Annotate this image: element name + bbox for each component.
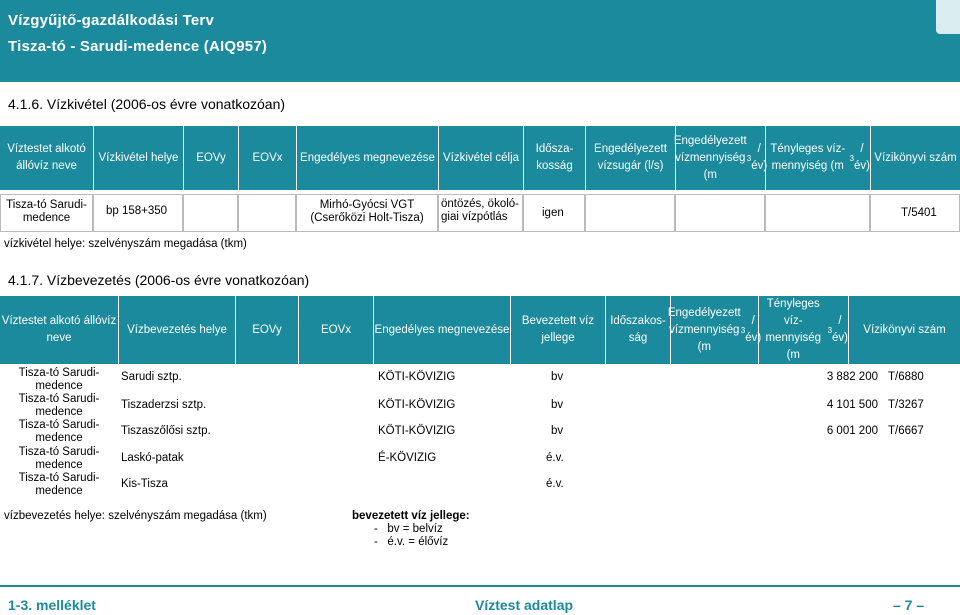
cell-register: T/6880 [888,371,924,383]
document-title: Vízgyűjtő-gazdálkodási Terv [8,12,214,29]
cell-location: Tiszaderzsi sztp. [121,399,207,411]
col-permitted-volume: Engedélyezett vízmennyiség (m 3 /év) [675,126,765,190]
col-water-body: Víztestet alkotó állóvíz neve [1,315,117,344]
col-water-type: Bevezetett víz jellege [510,296,605,364]
col-eovy: EOVy [235,296,298,364]
cell-location: Kis-Tisza [121,478,168,490]
col-location: Vízkivétel helye [93,126,183,190]
cell-permittee: KÖTI-KÖVIZIG [378,425,456,437]
cell-border [675,194,765,232]
cell-water-type: bv [551,399,564,411]
legend-item-ev: - é.v. = élővíz [374,536,449,548]
cell-water-body: Tisza-tó Sarudi-medence [18,472,100,497]
cell-periodicity: igen [542,207,564,219]
col-water-body: Víztestet alkotó állóvíz neve [7,143,86,172]
cell-permittee: KÖTI-KÖVIZIG [378,371,456,383]
cell-register: T/3267 [888,399,924,411]
cell-water-type: bv [551,371,564,383]
withdrawal-note: vízkivétel helye: szelvényszám megadása (tkm) [4,238,247,250]
document-subtitle: Tisza-tó - Sarudi-medence (AIQ957) [8,38,268,55]
discharge-table-header [0,296,960,364]
col-periodicity: Idősza-kosság [523,126,585,190]
cell-water-body: Tisza-tó Sarudi-medence [18,446,100,471]
cell-location: bp 158+350 [106,205,168,217]
col-actual-volume: Tényleges víz-mennyiség (m 3 /év) [758,296,848,364]
col-register: Vízikönyvi szám [870,126,960,190]
col-permitted-volume: Engedélyezett vízmennyiség (m 3 /év) [670,296,758,364]
section-heading-discharge: 4.1.7. Vízbevezetés (2006-os évre vonatkozóan) [8,272,310,288]
cell-water-body: Tisza-tó Sarudi-medence [6,199,87,224]
cell-water-type: é.v. [546,452,564,464]
cell-location: Tiszaszőlősi sztp. [121,425,211,437]
legend-title: bevezetett víz jellege: [352,510,470,522]
cell-register: T/6667 [888,425,924,437]
footer-page-number: – 7 – [893,597,925,613]
cell-water-type: bv [551,425,564,437]
cell-actual-volume: 6 001 200 [826,425,878,437]
section-heading-withdrawal: 4.1.6. Vízkivétel (2006-os évre vonatkozóan) [8,96,286,112]
withdrawal-table-header [0,126,960,190]
cell-permittee: KÖTI-KÖVIZIG [378,399,456,411]
col-actual-volume: Tényleges víz-mennyiség (m 3 /év) [765,126,870,190]
cell-border [765,194,870,232]
legend-item-bv: - bv = belvíz [374,523,443,535]
cell-border [183,194,238,232]
corner-tab [936,0,960,34]
cell-register: T/5401 [901,207,937,219]
col-eovx: EOVx [298,296,373,364]
cell-location: Laskó-patak [121,452,184,464]
page-header [0,0,960,82]
cell-actual-volume: 4 101 500 [826,399,878,411]
cell-water-body: Tisza-tó Sarudi-medence [18,367,100,392]
cell-border [238,194,296,232]
cell-water-type: é.v. [546,478,564,490]
col-eovx: EOVx [238,126,296,190]
col-periodicity: Időszakos-ság [605,296,670,364]
footer-title: Víztest adatlap [475,597,574,613]
cell-actual-volume: 3 882 200 [826,371,878,383]
col-permittee: Engedélyes megnevezése [296,126,438,190]
cell-purpose: öntözés, ökoló-giai vízpótlás [441,198,519,223]
discharge-note: vízbevezetés helye: szelvényszám megadása (tkm) [4,510,267,522]
cell-permittee: Mirhó-Gyócsi VGT (Cserőközi Holt-Tisza) [310,199,424,224]
footer-divider [0,585,960,587]
cell-location: Sarudi sztp. [121,371,182,383]
footer-annex: 1-3. melléklet [8,597,96,613]
col-eovy: EOVy [183,126,238,190]
col-register: Vízikönyvi szám [848,296,960,364]
cell-water-body: Tisza-tó Sarudi-medence [18,393,100,418]
cell-border [585,194,675,232]
col-flow-rate: Engedélyezett vízsugár (l/s) [585,126,675,190]
col-purpose: Vízkivétel célja [438,126,523,190]
cell-water-body: Tisza-tó Sarudi-medence [18,419,100,444]
col-permittee: Engedélyes megnevezése [373,296,510,364]
cell-permittee: É-KÖVIZIG [378,452,437,464]
col-location: Vízbevezetés helye [118,296,235,364]
